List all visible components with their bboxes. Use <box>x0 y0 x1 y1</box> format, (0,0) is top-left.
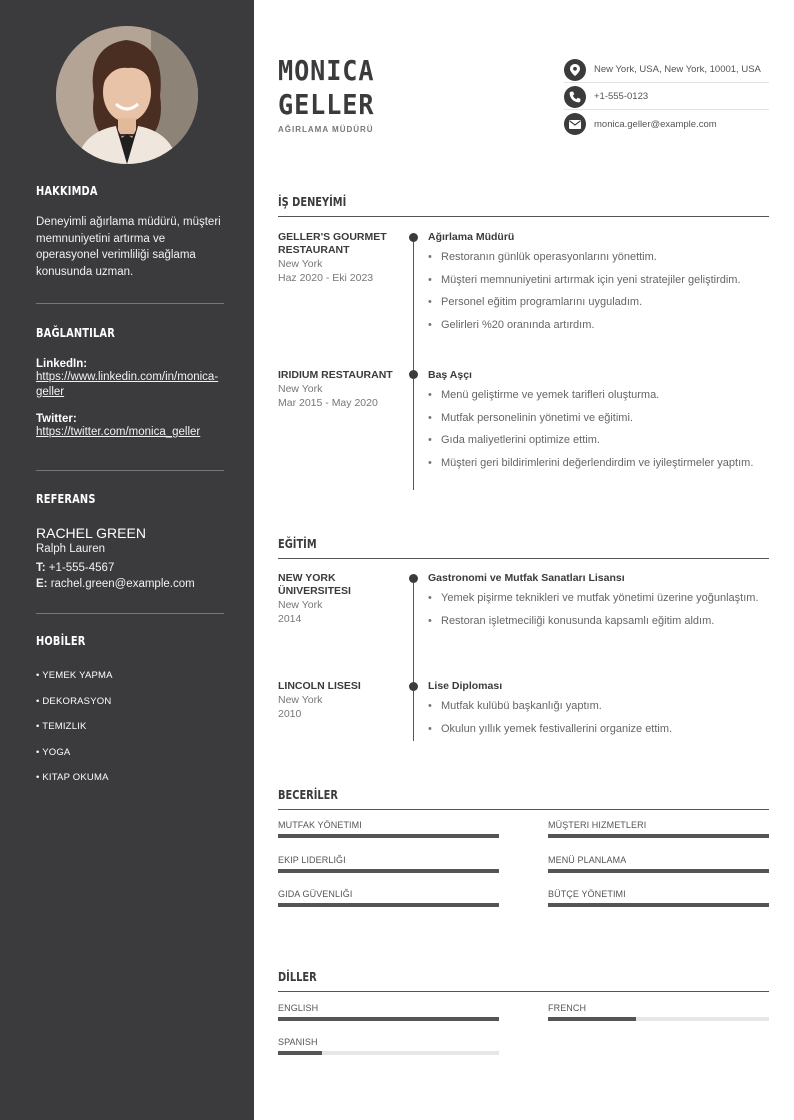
reference-email: rachel.green@example.com <box>50 578 195 590</box>
hobby-item: • TEMIZLIK <box>36 721 87 732</box>
skill-track <box>548 869 769 873</box>
bullet-item: • Müşteri memnuniyetini artırmak için yeni stratejiler geliştirdim. <box>428 273 773 288</box>
bullet-item: • Personel eğitim programlarını uyguladım. <box>428 295 773 310</box>
skill-bar <box>278 889 499 907</box>
experience-bullets <box>428 388 773 471</box>
about-section <box>36 184 224 280</box>
reference-phone: +1-555-4567 <box>48 561 115 574</box>
linkedin-url[interactable]: https://www.linkedin.com/in/monica-geller <box>36 371 219 398</box>
contact-email-row <box>564 111 769 137</box>
reference-email-label: E: <box>36 578 48 590</box>
skill-label: BÜTÇE YÖNETIMI <box>548 889 626 899</box>
education-org: NEW YORK ÜNIVERSITESI <box>278 572 351 597</box>
education-entry-details <box>428 680 773 744</box>
education-bullets <box>428 699 773 737</box>
skill-fill <box>278 869 499 873</box>
education-bullets <box>428 591 773 629</box>
language-fill <box>278 1051 322 1055</box>
language-fill <box>548 1017 636 1021</box>
language-track <box>278 1051 499 1055</box>
bullet-item: • Restoran işletmeciliği konusunda kapsamlı eğitim aldım. <box>428 614 773 629</box>
timeline-dot <box>409 682 418 691</box>
language-bar <box>278 1003 499 1021</box>
experience-heading <box>278 193 769 217</box>
timeline-dot <box>409 233 418 242</box>
phone-icon <box>564 86 586 108</box>
links-heading: BAĞLANTILAR <box>36 326 115 340</box>
contact-address: New York, USA, New York, 10001, USA <box>594 64 761 75</box>
language-label: FRENCH <box>548 1003 587 1013</box>
experience-dates: Haz 2020 - Eki 2023 <box>278 272 374 284</box>
contact-phone-row <box>564 84 769 110</box>
twitter-link-block <box>36 413 224 440</box>
experience-heading-text: İŞ DENEYİMİ <box>278 195 347 209</box>
experience-bullets <box>428 250 773 333</box>
skill-label: EKIP LIDERLIĞI <box>278 855 346 865</box>
experience-timeline <box>413 237 414 490</box>
experience-entry-details <box>428 231 773 340</box>
language-track <box>278 1017 499 1021</box>
contact-email: monica.geller@example.com <box>594 118 717 130</box>
education-timeline <box>413 578 414 741</box>
timeline-dot <box>409 574 418 583</box>
sidebar-divider <box>36 470 224 471</box>
skill-bar <box>548 889 769 907</box>
skill-fill <box>278 903 499 907</box>
first-name: MONICA <box>278 54 375 87</box>
bullet-item: • Restoranın günlük operasyonlarını yönettim. <box>428 250 773 265</box>
bullet-item: • Yemek pişirme teknikleri ve mutfak yönetimi üzerine yoğunlaştım. <box>428 591 773 606</box>
skill-track <box>278 903 499 907</box>
education-degree: Gastronomi ve Mutfak Sanatları Lisansı <box>428 572 625 584</box>
skill-track <box>548 834 769 838</box>
contact-phone: +1-555-0123 <box>594 91 649 102</box>
education-dates: 2010 <box>278 708 302 720</box>
skills-heading-text: BECERİLER <box>278 788 338 802</box>
education-entry-meta <box>278 572 398 626</box>
language-bar <box>548 1003 769 1021</box>
hobby-item: • YEMEK YAPMA <box>36 670 113 681</box>
hobby-item: • DEKORASYON <box>36 695 112 707</box>
reference-phone-row <box>36 560 224 577</box>
language-fill <box>278 1017 499 1021</box>
experience-location: New York <box>278 383 323 395</box>
experience-entry-details <box>428 369 773 478</box>
experience-dates: Mar 2015 - May 2020 <box>278 397 378 409</box>
education-dates: 2014 <box>278 613 302 625</box>
skill-label: MENÜ PLANLAMA <box>548 855 627 865</box>
education-location: New York <box>278 599 323 611</box>
linkedin-link-block <box>36 358 224 400</box>
skill-track <box>278 834 499 838</box>
reference-email-row <box>36 576 224 593</box>
skill-bar <box>278 855 499 873</box>
skill-label: GIDA GÜVENLIĞI <box>278 889 353 899</box>
hobby-item: • YOGA <box>36 746 71 758</box>
sidebar-divider <box>36 613 224 614</box>
reference-company: Ralph Lauren <box>36 543 106 555</box>
twitter-label: Twitter: <box>36 413 77 425</box>
skill-track <box>278 869 499 873</box>
bullet-item: • Mutfak personelinin yönetimi ve eğitimi. <box>428 411 773 426</box>
experience-role: Ağırlama Müdürü <box>428 231 515 243</box>
experience-location: New York <box>278 258 323 270</box>
language-label: SPANISH <box>278 1037 318 1047</box>
experience-entry-meta <box>278 369 398 410</box>
education-entry-meta <box>278 680 398 721</box>
bullet-item: • Gelirleri %20 oranında artırdım. <box>428 318 773 333</box>
skill-bar <box>548 855 769 873</box>
contact-address-row <box>564 57 769 83</box>
hobby-item: • KITAP OKUMA <box>36 772 109 783</box>
languages-heading <box>278 968 769 992</box>
hobbies-list <box>36 670 224 783</box>
bullet-item: • Gıda maliyetlerini optimize ettim. <box>428 433 773 448</box>
bullet-item: • Mutfak kulübü başkanlığı yaptım. <box>428 699 773 714</box>
skill-label: MÜŞTERI HIZMETLERI <box>548 820 647 830</box>
language-label: ENGLISH <box>278 1003 319 1013</box>
skill-fill <box>278 834 499 838</box>
experience-org: IRIDIUM RESTAURANT <box>278 369 393 381</box>
education-heading-text: EĞİTİM <box>278 537 317 551</box>
skill-bar <box>548 820 769 838</box>
about-heading: HAKKIMDA <box>36 184 98 198</box>
experience-entry-meta <box>278 231 398 285</box>
linkedin-label: LinkedIn: <box>36 358 88 370</box>
bullet-item: • Menü geliştirme ve yemek tarifleri oluşturma. <box>428 388 773 403</box>
hobbies-heading: HOBİLER <box>36 634 86 648</box>
envelope-icon <box>564 113 586 135</box>
skill-label: MUTFAK YÖNETIMI <box>278 820 362 830</box>
reference-heading: REFERANS <box>36 492 96 506</box>
sidebar <box>0 0 254 1120</box>
education-location: New York <box>278 694 323 706</box>
language-bar <box>278 1037 499 1055</box>
skill-track <box>548 903 769 907</box>
sidebar-divider <box>36 303 224 304</box>
languages-heading-text: DİLLER <box>278 970 317 984</box>
hobbies-section <box>36 634 224 798</box>
profile-photo <box>56 26 198 164</box>
education-org: LINCOLN LISESI <box>278 680 361 692</box>
experience-org: GELLER'S GOURMET RESTAURANT <box>278 231 387 256</box>
links-section <box>36 326 224 440</box>
bullet-item: • Müşteri geri bildirimlerini değerlendirdim ve iyileştirmeler yaptım. <box>428 456 773 471</box>
reference-section <box>36 492 224 593</box>
skill-fill <box>548 869 769 873</box>
experience-role: Baş Aşçı <box>428 369 472 381</box>
avatar <box>56 26 198 164</box>
about-text: Deneyimli ağırlama müdürü, müşteri memnuniyetini artırma ve operasyonel verimliliği sağlama konusunda uzman. <box>36 216 221 278</box>
timeline-dot <box>409 370 418 379</box>
language-track <box>548 1017 769 1021</box>
twitter-url[interactable]: https://twitter.com/monica_geller <box>36 426 201 438</box>
job-title: AĞIRLAMA MÜDÜRÜ <box>278 125 374 134</box>
education-heading <box>278 535 769 559</box>
education-degree: Lise Diploması <box>428 680 503 692</box>
reference-phone-label: T: <box>36 561 46 574</box>
education-entry-details <box>428 572 773 636</box>
location-pin-icon <box>564 59 586 81</box>
skill-bar <box>278 820 499 838</box>
bullet-item: • Okulun yıllık yemek festivallerini organize ettim. <box>428 722 773 737</box>
skills-heading <box>278 786 769 810</box>
skill-fill <box>548 834 769 838</box>
skill-fill <box>548 903 769 907</box>
reference-name: RACHEL GREEN <box>36 525 146 541</box>
last-name: GELLER <box>278 88 375 121</box>
